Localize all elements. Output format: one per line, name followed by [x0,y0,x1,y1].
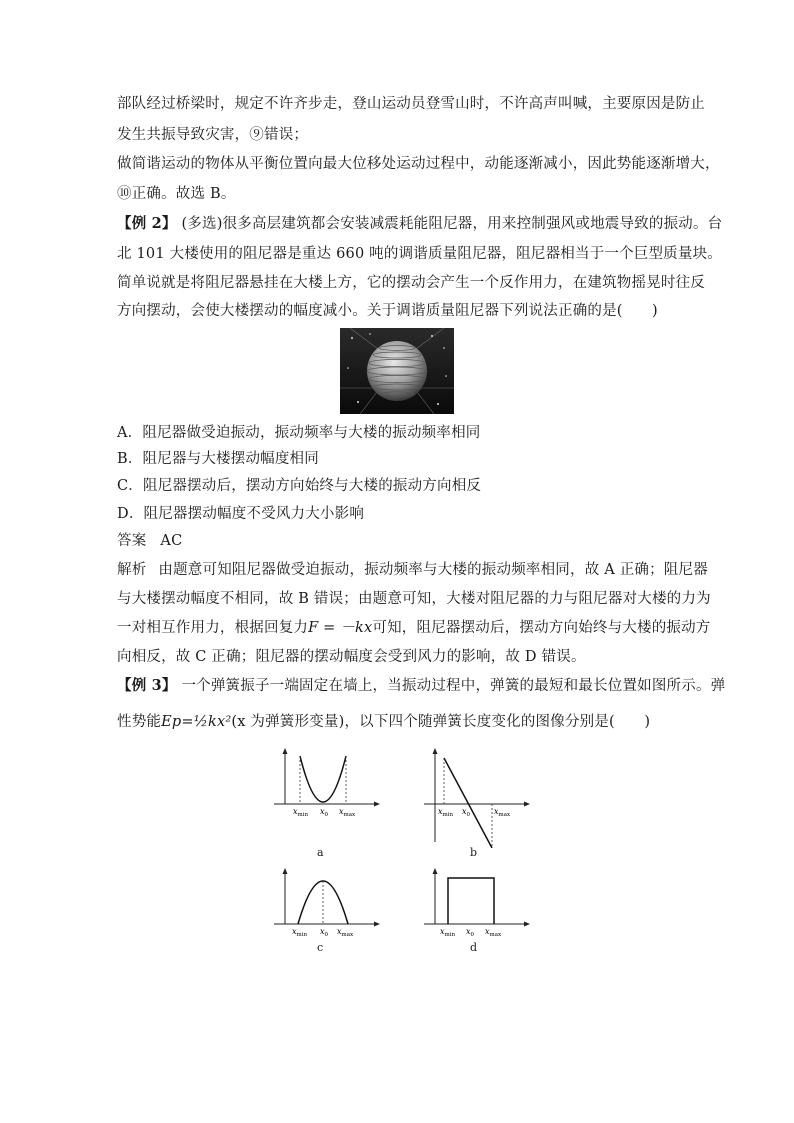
option-d: D．阻尼器摆动幅度不受风力大小影响 [117,506,365,522]
option-b: B．阻尼器与大楼摆动幅度相同 [117,451,319,467]
example-2-line-3: 简单说就是将阻尼器悬挂在大楼上方，它的摆动会产生一个反作用力，在建筑物摇晃时往反 [117,275,705,291]
graph-c-label: c [317,941,324,954]
graph-d-label: d [470,941,478,954]
example-2-line-2: 北 101 大楼使用的阻尼器是重达 660 吨的调谐质量阻尼器，阻尼器相当于一个巨型质量块。 [117,246,722,262]
tick-x-min: $x_{min}$ [440,927,456,938]
analysis-label: 解析 [117,562,147,578]
paragraph-line: 做简谐运动的物体从平衡位置向最大位移处运动过程中，动能逐渐减小，因此势能逐渐增大， [117,156,720,172]
example-2-line-1: 【例 2】 (多选)很多高层建筑都会安装减震耗能阻尼器，用来控制强风或地震导致的振动。台 [117,215,723,232]
example-3-tag: 【例 3】 [117,677,177,694]
answer-label: 答案 [117,533,147,549]
graph-d [420,868,530,938]
tick-x-zero: $x_0$ [462,807,471,818]
analysis-line-1: 解析 由题意可知阻尼器做受迫振动，振动频率与大楼的振动频率相同，故 A 正确；阻尼器 [117,562,708,578]
option-a: A．阻尼器做受迫振动，振动频率与大楼的振动频率相同 [117,425,481,441]
elastic-energy-formula: Ep=½kx² [161,714,232,730]
tick-x-min: $x_{min}$ [293,807,309,818]
tuned-mass-damper-image [340,328,454,414]
tick-x-zero: $x_0$ [466,927,475,938]
analysis-line-3: 一对相互作用力，根据回复力F = －kx可知，阻尼器摆动后，摆动方向始终与大楼的振动方 [117,620,711,636]
paragraph-line: ⑩正确。故选 B。 [117,186,236,202]
example-3-line-2: 性势能Ep=½kx²(x 为弹簧形变量)，以下四个随弹簧长度变化的图像分别是( ) [117,714,651,730]
graph-a-label: a [317,846,324,859]
paragraph-line: 发生共振导致灾害，⑨错误； [117,127,309,143]
answer-value: AC [160,533,183,549]
tick-x-min: $x_{min}$ [292,927,308,938]
analysis-line-4: 向相反，故 C 正确；阻尼器的摆动幅度会受到风力的影响，故 D 错误。 [117,649,586,665]
graph-a [270,748,380,818]
example-2-line-4: 方向摆动，会使大楼摆动的幅度减小。关于调谐质量阻尼器下列说法正确的是( ) [117,303,658,319]
paragraph-line: 部队经过桥梁时，规定不许齐步走，登山运动员登雪山时，不许高声叫喊，主要原因是防止 [117,96,705,112]
example-2-tag: 【例 2】 [117,215,177,232]
tick-x-zero: $x_0$ [320,807,329,818]
tick-x-max: $x_{max}$ [337,927,354,938]
damper-photo [340,328,454,414]
tick-x-max: $x_{max}$ [494,807,511,818]
graph-b [420,748,530,848]
graph-b-label: b [470,846,478,859]
graph-c [270,868,380,938]
tick-x-max: $x_{max}$ [485,927,502,938]
example-3-line-1: 【例 3】 一个弹簧振子一端固定在墙上，当振动过程中，弹簧的最短和最长位置如图所示。弹 [117,677,726,694]
option-c: C．阻尼器摆动后，摆动方向始终与大楼的振动方向相反 [117,478,482,494]
tick-x-max: $x_{max}$ [339,807,356,818]
restoring-force-formula: F = －kx [308,620,373,636]
tick-x-zero: $x_0$ [320,927,329,938]
answer-line [117,527,682,555]
tick-x-min: $x_{min}$ [438,807,454,818]
analysis-line-2: 与大楼摆动幅度不相同，故 B 错误；由题意可知，大楼对阻尼器的力与阻尼器对大楼的力为 [117,591,711,607]
